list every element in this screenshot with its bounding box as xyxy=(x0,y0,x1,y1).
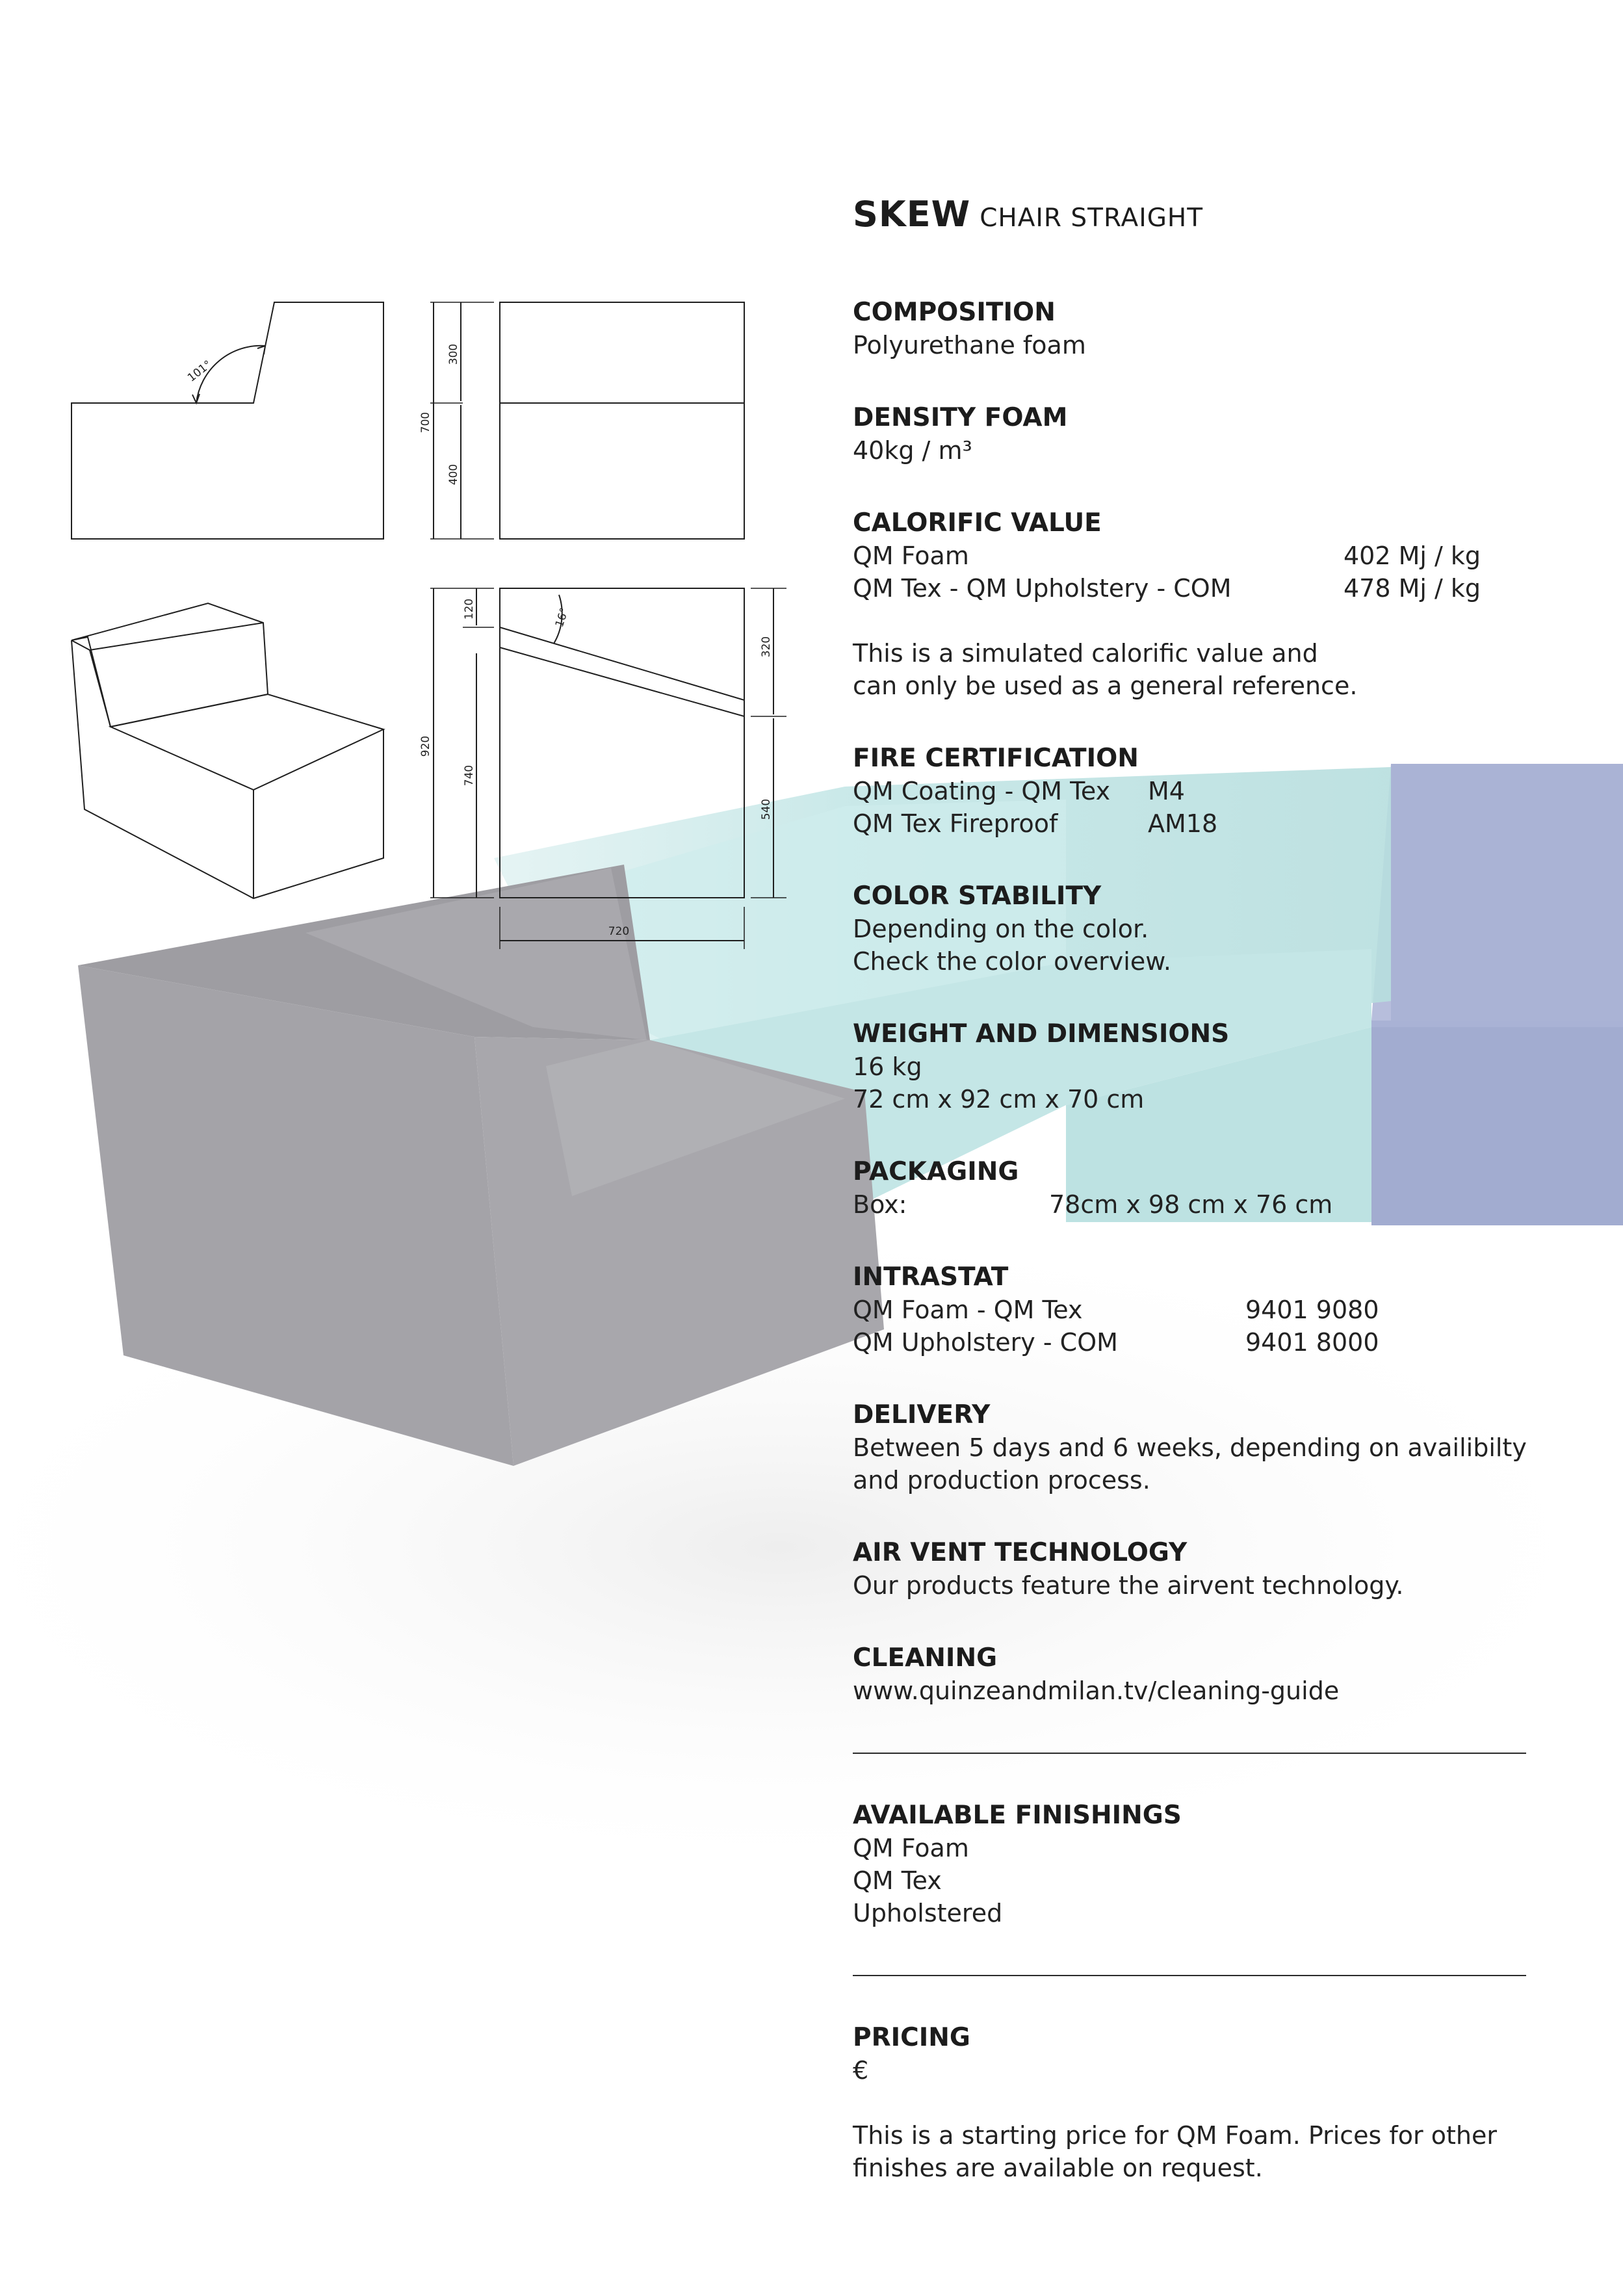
page-title xyxy=(853,189,1542,244)
calorific-label: QM Tex - QM Upholstery - COM xyxy=(853,574,1232,603)
color-stability-section xyxy=(853,880,1542,978)
intrastat-value: 9401 8000 xyxy=(1245,1328,1379,1357)
packaging-heading: PACKAGING xyxy=(853,1157,1019,1186)
dim-740-label: 740 xyxy=(463,764,476,787)
calorific-heading: CALORIFIC VALUE xyxy=(853,508,1102,538)
dim-320-label: 320 xyxy=(760,636,773,658)
fire-value: AM18 xyxy=(1148,809,1218,838)
calorific-value: 478 Mj / kg xyxy=(1344,574,1481,603)
air-vent-section xyxy=(853,1537,1542,1602)
intrastat-row xyxy=(853,1326,1542,1359)
finishings-heading: AVAILABLE FINISHINGS xyxy=(853,1801,1182,1830)
product-name: CHAIR STRAIGHT xyxy=(980,203,1204,233)
pricing-note-line: finishes are available on request. xyxy=(853,2154,1263,2182)
pricing-note-line: This is a starting price for QM Foam. Prices for other xyxy=(853,2121,1497,2150)
delivery-line: and production process. xyxy=(853,1466,1150,1494)
finishing-item: QM Tex xyxy=(853,1866,942,1895)
intrastat-row xyxy=(853,1294,1542,1326)
front-view-outline xyxy=(500,302,744,539)
cleaning-link[interactable]: www.quinzeandmilan.tv/cleaning-guide xyxy=(853,1676,1340,1705)
air-vent-text: Our products feature the airvent technology. xyxy=(853,1571,1404,1600)
intrastat-section xyxy=(853,1261,1542,1359)
weight-value: 16 kg xyxy=(853,1052,922,1081)
delivery-line: Between 5 days and 6 weeks, depending on availibilty xyxy=(853,1433,1527,1462)
color-stability-heading: COLOR STABILITY xyxy=(853,881,1102,911)
brand-name: SKEW xyxy=(853,194,971,235)
fire-label: QM Coating - QM Tex xyxy=(853,777,1111,805)
calorific-row xyxy=(853,540,1542,572)
divider xyxy=(853,1975,1526,1976)
weight-section xyxy=(853,1018,1542,1115)
intrastat-value: 9401 9080 xyxy=(1245,1296,1379,1324)
intrastat-heading: INTRASTAT xyxy=(853,1262,1009,1292)
fire-section xyxy=(853,742,1542,840)
dim-700-label: 700 xyxy=(419,411,432,434)
calorific-value: 402 Mj / kg xyxy=(1344,541,1481,570)
dim-540-label: 540 xyxy=(760,798,773,820)
side-view-outline xyxy=(71,302,383,539)
calorific-section xyxy=(853,507,1542,702)
fire-heading: FIRE CERTIFICATION xyxy=(853,744,1139,773)
pricing-currency: € xyxy=(853,2056,869,2085)
dim-720-label: 720 xyxy=(608,925,630,938)
calorific-row xyxy=(853,572,1542,605)
density-section xyxy=(853,402,1542,467)
pricing-section xyxy=(853,2022,1542,2184)
composition-section xyxy=(853,296,1542,361)
packaging-value: 78cm x 98 cm x 76 cm xyxy=(1049,1190,1333,1219)
air-vent-heading: AIR VENT TECHNOLOGY xyxy=(853,1538,1188,1567)
intrastat-label: QM Foam - QM Tex xyxy=(853,1296,1083,1324)
packaging-label: Box: xyxy=(853,1190,907,1219)
cleaning-section xyxy=(853,1642,1542,1707)
finishings-section xyxy=(853,1799,1542,1929)
divider xyxy=(853,1753,1526,1754)
section-view-outline xyxy=(500,588,744,898)
density-heading: DENSITY FOAM xyxy=(853,403,1068,432)
calorific-note-line: This is a simulated calorific value and xyxy=(853,639,1318,668)
dim-300-label: 300 xyxy=(447,343,460,365)
intrastat-label: QM Upholstery - COM xyxy=(853,1328,1118,1357)
density-text: 40kg / m³ xyxy=(853,436,972,465)
packaging-row xyxy=(853,1188,1542,1221)
packaging-section xyxy=(853,1156,1542,1221)
calorific-note-line: can only be used as a general reference. xyxy=(853,672,1358,700)
calorific-label: QM Foam xyxy=(853,541,969,570)
dim-920-label: 920 xyxy=(419,735,432,757)
composition-text: Polyurethane foam xyxy=(853,331,1086,359)
fire-row xyxy=(853,807,1542,840)
fire-label: QM Tex Fireproof xyxy=(853,809,1058,838)
delivery-section xyxy=(853,1399,1542,1496)
weight-heading: WEIGHT AND DIMENSIONS xyxy=(853,1019,1230,1049)
fire-value: M4 xyxy=(1148,777,1185,805)
dim-400-label: 400 xyxy=(447,463,460,486)
dim-120-label: 120 xyxy=(463,598,476,620)
delivery-heading: DELIVERY xyxy=(853,1400,991,1429)
fire-row xyxy=(853,775,1542,807)
cleaning-heading: CLEANING xyxy=(853,1643,998,1673)
finishing-item: QM Foam xyxy=(853,1834,969,1862)
finishing-item: Upholstered xyxy=(853,1899,1003,1927)
color-stability-line: Check the color overview. xyxy=(853,947,1171,976)
angle-16-label: 16° xyxy=(552,606,572,629)
spec-sheet xyxy=(853,189,1542,2184)
pricing-heading: PRICING xyxy=(853,2023,970,2052)
perspective-view xyxy=(71,603,383,898)
color-stability-line: Depending on the color. xyxy=(853,915,1149,943)
composition-heading: COMPOSITION xyxy=(853,298,1056,327)
angle-101-label: 101° xyxy=(185,358,214,385)
dimensions-value: 72 cm x 92 cm x 70 cm xyxy=(853,1085,1145,1114)
